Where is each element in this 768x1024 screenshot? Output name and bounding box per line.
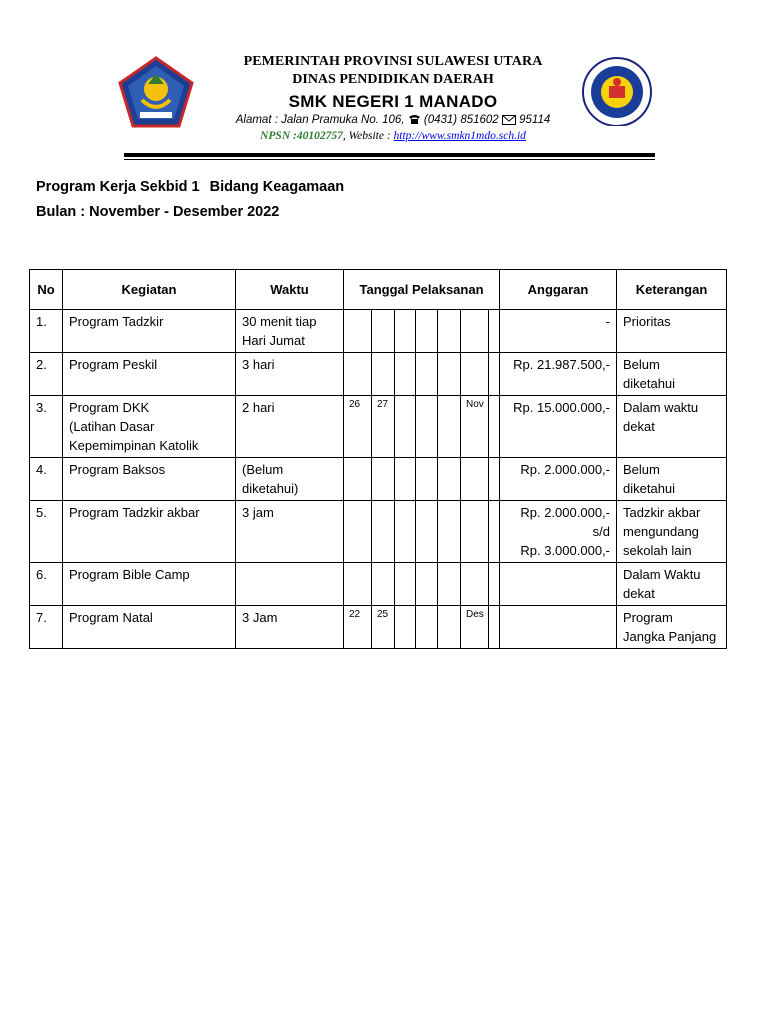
cell-date <box>372 563 395 606</box>
cell-anggaran-line: Rp. 2.000.000,- <box>520 462 610 477</box>
cell-date <box>416 501 438 563</box>
cell-date <box>438 501 461 563</box>
cell-anggaran-line: s/d <box>592 524 610 539</box>
phone-number: (0431) 851602 <box>423 114 499 126</box>
cell-date <box>344 501 372 563</box>
cell-waktu <box>236 353 344 396</box>
website-label: , Website : <box>342 130 394 142</box>
cell-date <box>395 353 416 396</box>
cell-keterangan-line: dekat <box>623 419 655 434</box>
cell-date <box>344 563 372 606</box>
npsn-website-line <box>180 130 606 142</box>
website-link[interactable]: http://www.smkn1mdo.sch.id <box>393 130 526 142</box>
cell-kegiatan-line: Program Tadzkir <box>69 314 164 329</box>
cell-kegiatan-line: Program Natal <box>69 610 153 625</box>
header-waktu: Waktu <box>236 270 344 310</box>
cell-anggaran <box>500 353 617 396</box>
cell-kegiatan-line: Program Tadzkir akbar <box>69 505 200 520</box>
cell-waktu <box>236 606 344 649</box>
cell-kegiatan-line: Program Peskil <box>69 357 158 372</box>
table-header-row <box>30 270 727 310</box>
header-tanggal: Tanggal Pelaksanan <box>344 270 500 310</box>
cell-date <box>461 353 489 396</box>
cell-date: 22 <box>344 606 372 649</box>
cell-date <box>395 563 416 606</box>
cell-keterangan-line: Program <box>623 610 673 625</box>
period-title: Bulan : November - Desember 2022 <box>36 204 280 220</box>
cell-kegiatan-line: Program Baksos <box>69 462 166 477</box>
cell-date <box>489 458 500 501</box>
cell-anggaran-line: Rp. 15.000.000,- <box>513 400 610 415</box>
cell-date <box>395 396 416 458</box>
cell-no: 7. <box>30 606 63 649</box>
cell-keterangan <box>617 501 727 563</box>
cell-kegiatan-line: Kepemimpinan Katolik <box>69 438 199 453</box>
cell-kegiatan-line: Program Bible Camp <box>69 567 190 582</box>
cell-date <box>461 501 489 563</box>
cell-waktu-line: diketahui) <box>242 481 299 496</box>
program-table <box>29 269 727 649</box>
cell-keterangan <box>617 606 727 649</box>
phone-icon <box>408 114 421 125</box>
address-line <box>180 114 606 126</box>
cell-anggaran <box>500 458 617 501</box>
cell-date <box>416 353 438 396</box>
cell-date <box>489 396 500 458</box>
cell-kegiatan <box>63 310 236 353</box>
cell-kegiatan <box>63 396 236 458</box>
cell-date <box>344 353 372 396</box>
cell-waktu-line: Hari Jumat <box>242 333 305 348</box>
cell-anggaran-line: Rp. 21.987.500,- <box>513 357 610 372</box>
cell-date <box>438 353 461 396</box>
cell-date <box>344 458 372 501</box>
cell-date <box>372 353 395 396</box>
letterhead-divider-thick <box>124 153 655 157</box>
cell-date <box>416 563 438 606</box>
cell-anggaran-line: Rp. 2.000.000,- <box>520 505 610 520</box>
table-row <box>30 396 727 458</box>
cell-date: Des <box>461 606 489 649</box>
postal-code: 95114 <box>519 114 551 126</box>
cell-date <box>416 458 438 501</box>
cell-date <box>395 310 416 353</box>
cell-date <box>489 501 500 563</box>
table-row <box>30 563 727 606</box>
cell-date <box>489 353 500 396</box>
cell-date <box>438 458 461 501</box>
cell-date <box>489 606 500 649</box>
cell-date <box>395 501 416 563</box>
cell-keterangan-line: Jangka Panjang <box>623 629 717 644</box>
cell-anggaran <box>500 396 617 458</box>
field-title: Bidang Keagamaan <box>209 179 345 195</box>
cell-anggaran <box>500 606 617 649</box>
cell-keterangan-line: diketahui <box>623 376 676 391</box>
cell-waktu-line: 30 menit tiap <box>242 314 317 329</box>
cell-keterangan-line: sekolah lain <box>623 543 692 558</box>
cell-date <box>438 396 461 458</box>
table-row <box>30 606 727 649</box>
cell-kegiatan <box>63 606 236 649</box>
cell-keterangan-line: Prioritas <box>623 314 671 329</box>
header-keterangan: Keterangan <box>617 270 727 310</box>
cell-date <box>372 501 395 563</box>
cell-date <box>461 310 489 353</box>
letterhead-divider-thin <box>124 159 655 160</box>
cell-date <box>489 310 500 353</box>
mail-icon <box>502 115 516 125</box>
npsn-number: NPSN :40102757 <box>260 130 343 142</box>
table-row <box>30 310 727 353</box>
cell-date <box>395 606 416 649</box>
cell-waktu-line: 2 hari <box>242 400 275 415</box>
cell-date <box>344 310 372 353</box>
program-title: Program Kerja Sekbid 1 <box>36 179 200 195</box>
cell-keterangan-line: Tadzkir akbar <box>623 505 701 520</box>
cell-anggaran <box>500 563 617 606</box>
cell-no: 6. <box>30 563 63 606</box>
cell-waktu <box>236 563 344 606</box>
cell-date: 25 <box>372 606 395 649</box>
table-body <box>30 310 727 649</box>
cell-date <box>416 310 438 353</box>
cell-kegiatan-line: (Latihan Dasar <box>69 419 155 434</box>
cell-keterangan-line: diketahui <box>623 481 676 496</box>
cell-date <box>372 310 395 353</box>
cell-no: 5. <box>30 501 63 563</box>
cell-no: 3. <box>30 396 63 458</box>
cell-anggaran-line: - <box>605 314 610 329</box>
cell-date <box>461 458 489 501</box>
school-name: SMK NEGERI 1 MANADO <box>288 92 498 111</box>
table-row <box>30 458 727 501</box>
cell-no: 1. <box>30 310 63 353</box>
address-text: Alamat : Jalan Pramuka No. 106, <box>235 114 405 126</box>
cell-waktu <box>236 458 344 501</box>
header-anggaran: Anggaran <box>500 270 617 310</box>
cell-date <box>489 563 500 606</box>
cell-keterangan-line: dekat <box>623 586 655 601</box>
cell-keterangan-line: Belum <box>623 357 660 372</box>
cell-kegiatan <box>63 563 236 606</box>
cell-kegiatan-line: Program DKK <box>69 400 150 415</box>
cell-keterangan <box>617 396 727 458</box>
cell-kegiatan <box>63 501 236 563</box>
cell-date <box>395 458 416 501</box>
cell-keterangan <box>617 310 727 353</box>
cell-waktu-line: 3 jam <box>242 505 274 520</box>
department-name: DINAS PENDIDIKAN DAERAH <box>292 72 494 87</box>
cell-waktu <box>236 396 344 458</box>
cell-kegiatan <box>63 353 236 396</box>
cell-date: 27 <box>372 396 395 458</box>
cell-waktu <box>236 310 344 353</box>
document-title <box>36 179 344 195</box>
cell-keterangan <box>617 458 727 501</box>
table-row <box>30 353 727 396</box>
cell-kegiatan <box>63 458 236 501</box>
cell-date <box>416 606 438 649</box>
cell-date: 26 <box>344 396 372 458</box>
cell-date <box>461 563 489 606</box>
cell-keterangan <box>617 563 727 606</box>
header-kegiatan: Kegiatan <box>63 270 236 310</box>
cell-waktu-line: (Belum <box>242 462 284 477</box>
cell-no: 2. <box>30 353 63 396</box>
cell-date <box>438 606 461 649</box>
cell-date <box>416 396 438 458</box>
cell-waktu-line: 3 Jam <box>242 610 278 625</box>
table-row <box>30 501 727 563</box>
cell-date <box>372 458 395 501</box>
cell-keterangan <box>617 353 727 396</box>
cell-keterangan-line: mengundang <box>623 524 699 539</box>
cell-keterangan-line: Belum <box>623 462 660 477</box>
cell-date <box>438 563 461 606</box>
cell-keterangan-line: Dalam Waktu <box>623 567 701 582</box>
cell-keterangan-line: Dalam waktu <box>623 400 699 415</box>
cell-date <box>438 310 461 353</box>
cell-anggaran <box>500 310 617 353</box>
cell-waktu-line: 3 hari <box>242 357 275 372</box>
cell-anggaran <box>500 501 617 563</box>
cell-waktu <box>236 501 344 563</box>
cell-no: 4. <box>30 458 63 501</box>
header-no: No <box>30 270 63 310</box>
cell-anggaran-line: Rp. 3.000.000,- <box>520 543 610 558</box>
government-name: PEMERINTAH PROVINSI SULAWESI UTARA <box>243 54 543 69</box>
cell-date: Nov <box>461 396 489 458</box>
